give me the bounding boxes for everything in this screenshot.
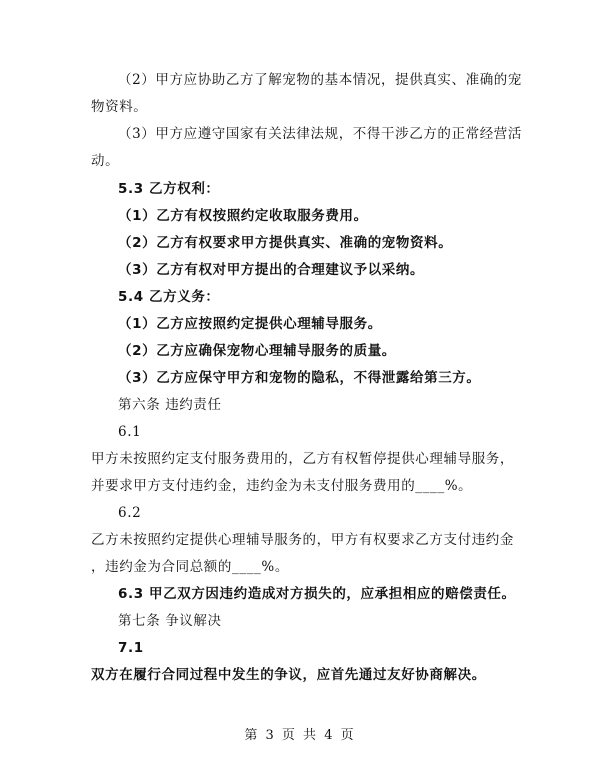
text-line: 并要求甲方支付违约金，违约金为未支付服务费用的____%。 <box>91 478 473 494</box>
article-heading: 第六条 违约责任 <box>118 397 222 413</box>
text-line: ，违约金为合同总额的____%。 <box>91 559 289 575</box>
text-line: 6.3 甲乙双方因违约造成对方损失的，应承担相应的赔偿责任。 <box>118 586 516 602</box>
text-line: （2）甲方应协助乙方了解宠物的基本情况，提供真实、准确的宠 <box>118 72 522 88</box>
text-line: 乙方未按照约定提供心理辅导服务的，甲方有权要求乙方支付违约金 <box>91 532 514 548</box>
text-line: 双方在履行合同过程中发生的争议，应首先通过友好协商解决。 <box>91 667 486 683</box>
clause-number: 7.1 <box>118 640 144 656</box>
text-line: （3）乙方应保守甲方和宠物的隐私，不得泄露给第三方。 <box>118 370 481 386</box>
text-line: （2）乙方应确保宠物心理辅导服务的质量。 <box>118 343 396 359</box>
clause-number: 6.1 <box>118 424 142 440</box>
section-heading: 5.4 乙方义务： <box>118 289 220 305</box>
clause-number: 6.2 <box>118 505 142 521</box>
text-line: （2）乙方有权要求甲方提供真实、准确的宠物资料。 <box>118 235 453 251</box>
section-heading: 5.3 乙方权利： <box>118 181 220 197</box>
text-line: （1）乙方应按照约定提供心理辅导服务。 <box>118 316 382 332</box>
text-line: 物资料。 <box>91 99 148 115</box>
text-line: （3）乙方有权对甲方提出的合理建议予以采纳。 <box>118 262 425 278</box>
text-line: 甲方未按照约定支付服务费用的，乙方有权暂停提供心理辅导服务， <box>91 451 514 467</box>
text-line: （1）乙方有权按照约定收取服务费用。 <box>118 208 368 224</box>
text-line: （3）甲方应遵守国家有关法律法规，不得干涉乙方的正常经营活 <box>118 126 522 142</box>
text-line: 动。 <box>91 153 120 169</box>
page-number-footer: 第 3 页 共 4 页 <box>244 728 356 743</box>
article-heading: 第七条 争议解决 <box>118 613 222 629</box>
